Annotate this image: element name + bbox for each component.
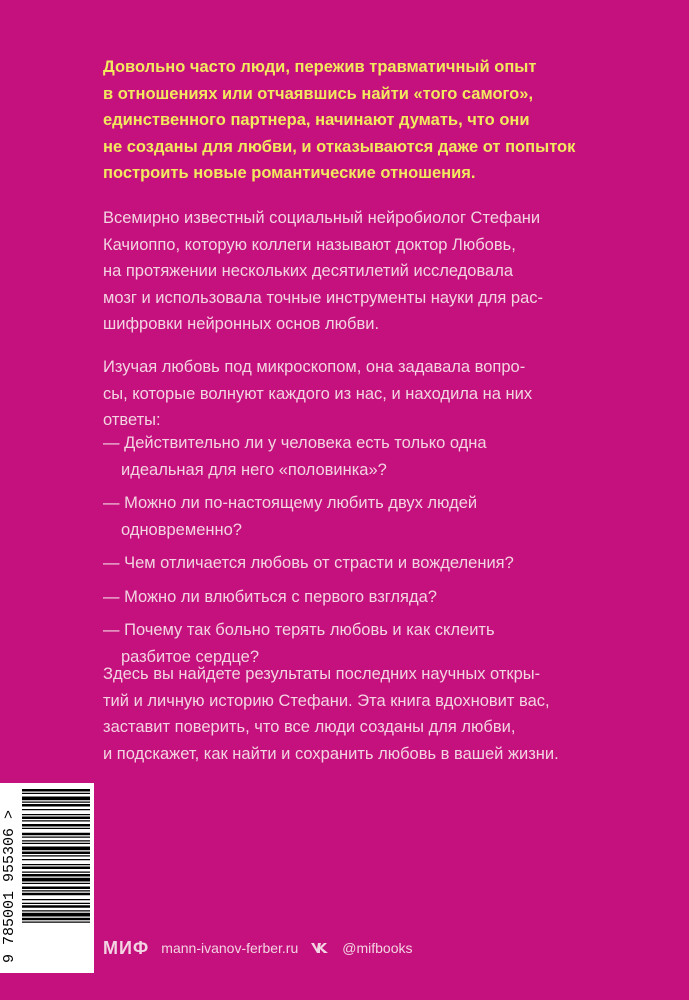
barcode-bar (22, 793, 90, 794)
barcode-bar (22, 878, 90, 882)
question-line: — Можно ли по-настоящему любить двух людей (103, 494, 478, 512)
barcode-bar (22, 847, 90, 851)
publisher-logo: МИФ (103, 937, 150, 958)
question-line: — Можно ли влюбиться с первого взгляда? (103, 587, 437, 606)
paragraph-line: Изучая любовь под микроскопом, она задавала вопро- (103, 358, 526, 376)
paragraph-line: шифровки нейронных основ любви. (103, 315, 380, 333)
barcode-bar (22, 837, 90, 838)
question-line: разбитое сердце? (121, 647, 259, 666)
question-line: — Почему так больно терять любовь и как склеить (103, 621, 495, 639)
paragraph-line: сы, которые волнуют каждого из нас, и находила на них (103, 384, 533, 403)
isbn-barcode (0, 783, 94, 973)
paragraph-line: тий и личную историю Стефани. Эта книга вдохновит вас, (103, 691, 550, 710)
question-line: идеальная для него «половинка»? (121, 460, 387, 479)
barcode-bar (22, 828, 90, 829)
question-line: — Чем отличается любовь от страсти и вожделения? (103, 554, 514, 572)
lead-line: построить новые романтические отношения. (103, 164, 476, 182)
barcode-bar (22, 824, 90, 827)
barcode-bar (22, 887, 90, 890)
barcode-bar (22, 867, 90, 870)
barcode-bar (22, 893, 90, 896)
lead-paragraph (103, 54, 603, 187)
paragraph-line: мозг и использовала точные инструменты науки для рас- (103, 288, 544, 307)
barcode-bar (22, 855, 90, 856)
barcode-graphic (0, 783, 94, 973)
list-item (103, 550, 603, 577)
barcode-bar (22, 789, 90, 792)
paragraph-line: Всемирно известный социальный нейробиолог Стефани (103, 209, 541, 227)
barcode-bar (22, 840, 90, 841)
lead-line: не созданы для любви, и отказываются даже от попыток (103, 137, 576, 156)
barcode-bar (22, 852, 90, 855)
barcode-bar (22, 814, 90, 815)
barcode-bar (22, 905, 90, 908)
lead-line: в отношениях или отчаявшись найти «того самого», (103, 84, 534, 103)
barcode-bar (22, 802, 90, 803)
question-line: — Действительно ли у человека есть только одна (103, 434, 487, 452)
author-paragraph (103, 205, 603, 338)
list-item (103, 490, 603, 543)
barcode-bar (22, 797, 90, 801)
question-line: одновременно? (121, 520, 242, 539)
vk-icon[interactable] (310, 941, 330, 955)
publisher-footer (103, 936, 412, 960)
barcode-bar (22, 910, 90, 911)
barcode-bar (22, 843, 90, 844)
barcode-bar (22, 864, 90, 865)
barcode-bar (22, 883, 90, 884)
list-item (103, 430, 603, 483)
paragraph-line: Здесь вы найдете результаты последних научных откры- (103, 665, 541, 683)
paragraph-line: и подскажет, как найти и сохранить любовь в вашей жизни. (103, 744, 559, 763)
questions-list (103, 430, 603, 677)
closing-paragraph (103, 661, 603, 767)
barcode-bar (22, 918, 90, 921)
barcode-bar (22, 804, 90, 807)
barcode-bar (22, 922, 90, 923)
list-item (103, 584, 603, 611)
barcode-bar (22, 903, 90, 904)
lead-line: Довольно часто люди, пережив травматичный опыт (103, 58, 537, 76)
barcode-bar (22, 859, 90, 860)
intro-questions-paragraph (103, 354, 603, 434)
barcode-bar (22, 874, 90, 877)
barcode-bar (22, 872, 90, 873)
social-handle[interactable]: @mifbooks (342, 940, 413, 956)
barcode-bar (22, 833, 90, 836)
barcode-digits: 9 785001 955306 > (1, 809, 18, 963)
paragraph-line: на протяжении нескольких десятилетий исследовала (103, 262, 514, 280)
lead-line: единственного партнера, начинают думать, что они (103, 111, 530, 129)
barcode-bar (22, 820, 90, 821)
barcode-bar (22, 899, 90, 900)
paragraph-line: Качиоппо, которую коллеги называют доктор Любовь, (103, 235, 516, 254)
barcode-bar (22, 913, 90, 917)
paragraph-line: ответы: (103, 411, 161, 429)
barcode-bar (22, 809, 90, 810)
barcode-bar (22, 817, 90, 820)
barcode-bar (22, 890, 90, 891)
website-link[interactable]: mann-ivanov-ferber.ru (161, 940, 299, 956)
paragraph-line: заставит поверить, что все люди созданы для любви, (103, 718, 516, 736)
